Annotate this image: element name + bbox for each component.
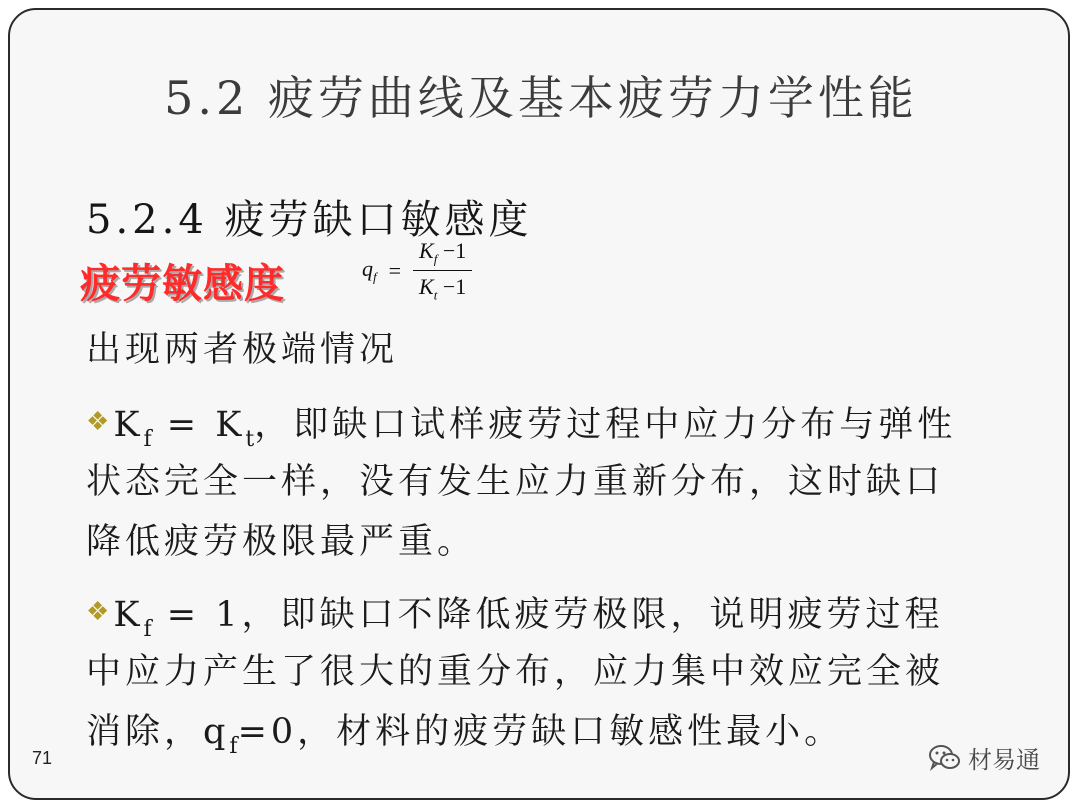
diamond-bullet-icon: ❖: [86, 407, 110, 437]
formula-numerator: $K_f -1$: [419, 238, 467, 267]
case2-line2: 中应力产生了很大的重分布，应力集中效应完全被: [86, 652, 945, 692]
page-number: 71: [32, 748, 53, 768]
formula-fraction: [413, 238, 472, 304]
fraction-bar: [413, 270, 472, 271]
watermark-label: 材易通: [968, 746, 1040, 774]
wechat-icon: [928, 743, 962, 773]
section-heading: 5.2.4 疲劳缺口敏感度: [86, 197, 533, 243]
formula-equals: =: [388, 257, 402, 283]
case1-line2: 状态完全一样，没有发生应力重新分布，这时缺口: [86, 462, 945, 502]
diamond-bullet-icon: ❖: [86, 597, 110, 627]
term-heading: 疲劳敏感度: [80, 260, 285, 307]
notch-sensitivity-formula: [362, 238, 472, 304]
case1-line3: 降低疲劳极限最严重。: [86, 522, 477, 562]
case2-line1: ❖ $K_f = 1$，即缺口不降低疲劳极限，说明疲劳过程: [86, 582, 943, 660]
slide-title: 5.2 疲劳曲线及基本疲劳力学性能: [164, 71, 918, 125]
case1-line1: ❖ $K_f = K_t$，即缺口试样疲劳过程中应力分布与弹性: [86, 392, 956, 470]
case2-line3: 消除，$q_f=0$，材料的疲劳缺口敏感性最小。: [86, 712, 844, 759]
watermark: [928, 740, 1040, 775]
intro-text: 出现两者极端情况: [86, 330, 399, 370]
formula-lhs: $q_f$: [362, 256, 377, 285]
slide-frame: [8, 8, 1070, 800]
formula-denominator: $K_t -1$: [419, 274, 467, 303]
